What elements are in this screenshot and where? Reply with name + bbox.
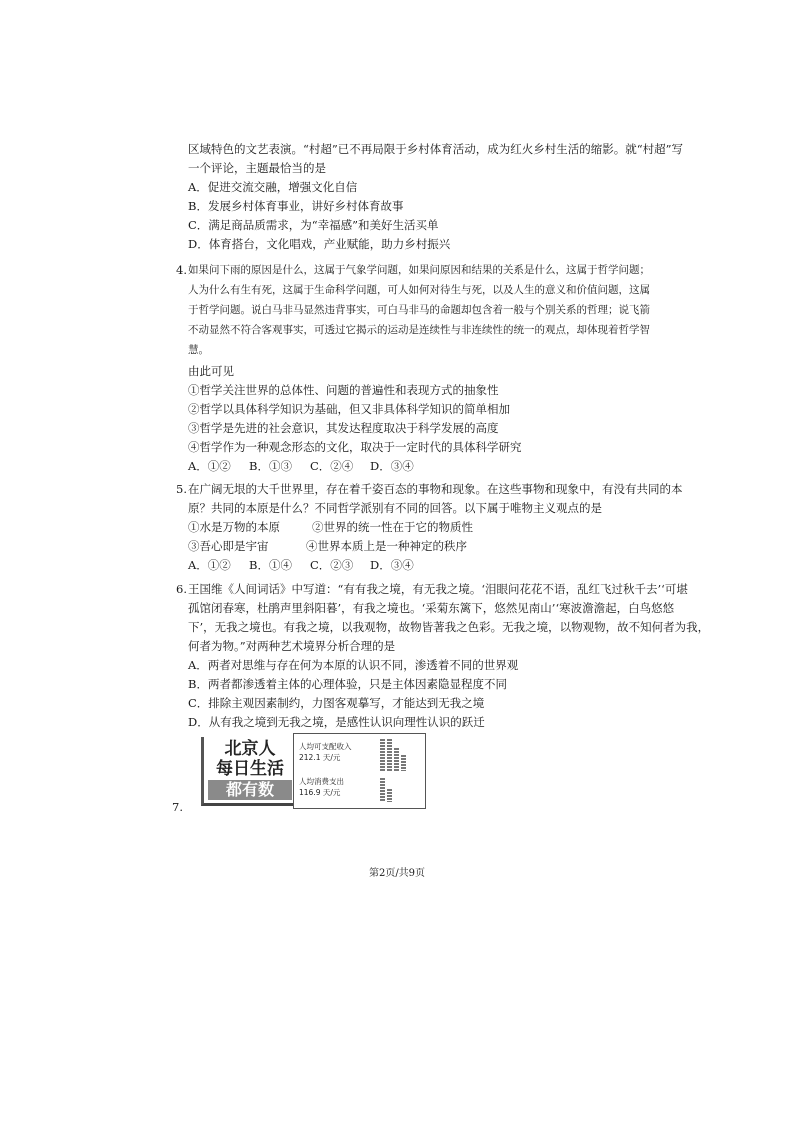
income-value: 212.1 天/元 (299, 753, 341, 762)
q4-stem-line: 慧。 (188, 344, 209, 356)
q5-number: 5. (176, 482, 187, 496)
q3-stem-line: 一个评论，主题最恰当的是 (188, 161, 326, 175)
q4-statement: ①哲学关注世界的总体性、问题的普遍性和表现方式的抽象性 (188, 383, 499, 397)
q5-stem-line: 在广阔无垠的大千世界里，存在着千姿百态的事物和现象。在这些事物和现象中，有没有共同的本 (188, 482, 683, 496)
q4-stem-line: 如果问下雨的原因是什么，这属于气象学问题，如果问原因和结果的关系是什么，这属于哲学问题； (188, 264, 650, 276)
q4-lead: 由此可见 (188, 364, 234, 378)
q5-option-b: B．①④ (249, 558, 292, 572)
q6-option-c: C．排除主观因素制约，力图客观摹写，才能达到无我之境 (188, 696, 485, 710)
q4-stem-line: 人为什么有生有死，这属于生命科学问题，可人如何对待生与死，以及人生的意义和价值问题，这属 (188, 284, 650, 296)
logo-line3: 都有数 (208, 780, 292, 800)
q5-statement: ③吾心即是宇宙 (188, 539, 269, 553)
q5-option-c: C．②③ (310, 558, 354, 572)
q4-stem-line: 不动显然不符合客观事实，可透过它揭示的运动是连续性与非连续性的统一的观点，却体现着哲学智 (188, 324, 650, 336)
q6-stem-line: 孤馆闭春寒，杜鹃声里斜阳暮’，有我之境也。‘采菊东篱下，悠然见南山’‘寒波澹澹起，白鸟悠悠 (188, 601, 675, 615)
q5-statement: ④世界本质上是一种神定的秩序 (306, 539, 467, 553)
q4-stem-line: 于哲学问题。说白马非马显然违背事实，可白马非马的命题却包含着一般与个别关系的哲理；说飞箭 (188, 304, 650, 316)
spending-value: 116.9 天/元 (299, 788, 341, 797)
page-footer: 第2页/共9页 (368, 868, 426, 879)
spending-label: 人均消费支出 (299, 777, 344, 786)
q4-statement: ④哲学作为一种观念形态的文化，取决于一定时代的具体科学研究 (188, 440, 522, 454)
income-label: 人均可支配收入 (299, 742, 352, 751)
q3-option-d: D．体育搭台，文化唱戏，产业赋能，助力乡村振兴 (188, 237, 451, 251)
q4-option-d: D．③④ (370, 459, 414, 473)
q5-option-d: D．③④ (370, 558, 414, 572)
q6-option-d: D．从有我之境到无我之境，是感性认识向理性认识的跃迁 (188, 715, 485, 729)
q6-stem-line: 何者为物。”对两种艺术境界分析合理的是 (188, 639, 396, 653)
q4-number: 4. (176, 263, 187, 277)
q3-option-a: A．促进交流交融，增强文化自信 (188, 180, 358, 194)
q7-number: 7. (172, 800, 183, 814)
q3-option-b: B．发展乡村体育事业，讲好乡村体育故事 (188, 199, 404, 213)
q3-stem-line: 区域特色的文艺表演。“村超”已不再局限于乡村体育活动，成为红火乡村生活的缩影。就“村超”写 (188, 142, 684, 156)
q4-statement: ③哲学是先进的社会意识，其发达程度取决于科学发展的高度 (188, 421, 499, 435)
logo-line1: 北京人 (224, 739, 276, 759)
q5-option-a: A．①② (188, 558, 231, 572)
q3-option-c: C．满足商品质需求，为“幸福感”和美好生活买单 (188, 218, 439, 232)
q6-number: 6. (176, 582, 187, 596)
q4-option-b: B．①③ (249, 459, 292, 473)
q5-statement: ②世界的统一性在于它的物质性 (312, 520, 473, 534)
q7-infographic (180, 733, 426, 809)
q6-stem-line: 王国维《人间词话》中写道：“有有我之境，有无我之境。‘泪眼问花花不语，乱红飞过秋千去’‘可堪 (188, 582, 688, 596)
beijing-daily-life-logo (201, 737, 296, 806)
q6-option-a: A．两者对思维与存在何为本原的认识不同，渗透着不同的世界观 (188, 658, 519, 672)
q4-option-a: A．①② (188, 459, 231, 473)
q4-statement: ②哲学以具体科学知识为基础，但又非具体科学知识的简单相加 (188, 402, 510, 416)
q7-stats-panel (293, 733, 426, 809)
q6-option-b: B．两者都渗透着主体的心理体验，只是主体因素隐显程度不同 (188, 677, 507, 691)
q5-statement: ①水是万物的本原 (188, 520, 280, 534)
q6-stem-line: 下’，无我之境也。有我之境，以我观物，故物皆著我之色彩。无我之境，以物观物，故不知何者为我， (188, 620, 710, 634)
q5-stem-line: 原？共同的本原是什么？不同哲学派别有不同的回答。以下属于唯物主义观点的是 (188, 501, 602, 515)
logo-line2: 每日生活 (216, 759, 284, 779)
q4-option-c: C．②④ (310, 459, 354, 473)
